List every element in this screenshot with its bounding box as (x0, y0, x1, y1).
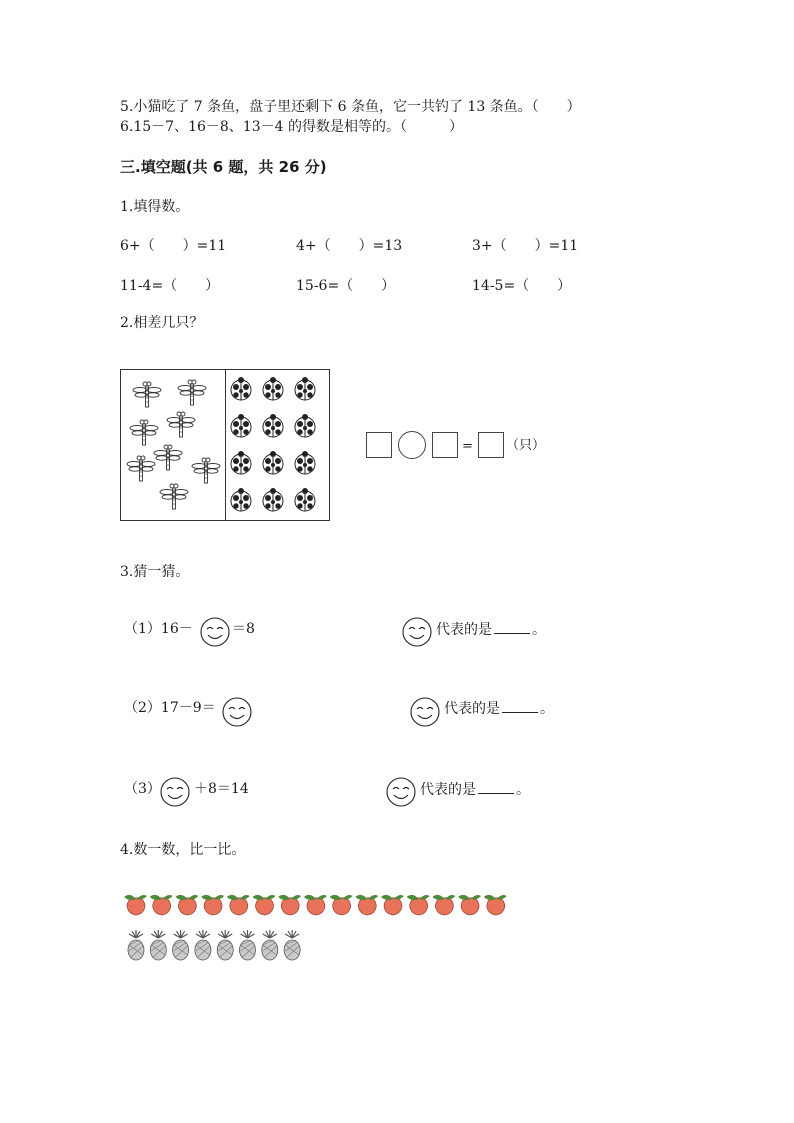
answer-prefix: 代表的是 (420, 782, 476, 798)
question-6: 6.15－7、16－8、13－4 的得数是相等的。（ ） (120, 119, 463, 135)
animal-picture (121, 370, 329, 520)
q3-item-3-label: （3） (124, 781, 161, 797)
dragonfly-6 (127, 456, 155, 481)
answer-suffix: 。 (532, 622, 546, 638)
ladybug-5 (263, 414, 283, 437)
answer-box-2[interactable] (432, 432, 458, 458)
fruit-picture (124, 892, 524, 972)
answer-prefix: 代表的是 (444, 701, 500, 717)
ladybug-6 (295, 414, 315, 437)
peach-icon (227, 895, 250, 915)
q3-item-1-after: ＝8 (232, 621, 255, 637)
q4-title: 4.数一数，比一比。 (120, 842, 246, 858)
peach-icon (150, 895, 173, 915)
answer-prefix: 代表的是 (436, 622, 492, 638)
answer-blank[interactable] (478, 780, 514, 794)
q1-item-6: 14-5=（ ） (472, 278, 572, 294)
ladybug-12 (295, 488, 315, 511)
peach-icon (432, 895, 455, 915)
dragonfly-5 (154, 445, 182, 470)
pineapple-icon (262, 930, 278, 960)
q1-item-5: 15-6=（ ） (296, 278, 396, 294)
section-heading: 三.填空题(共 6 题，共 26 分) (120, 158, 327, 176)
ladybug-2 (263, 377, 283, 400)
q1-item-1: 6+（ ）=11 (120, 238, 227, 254)
q1-item-4: 11-4=（ ） (120, 278, 220, 294)
dragonfly-7 (192, 458, 220, 483)
pineapple-icon (217, 930, 233, 960)
q1-item-2: 4+（ ）=13 (296, 238, 403, 254)
answer-suffix: 。 (516, 782, 530, 798)
peach-icon (330, 895, 353, 915)
peach-icon (458, 895, 481, 915)
peach-icon (201, 895, 224, 915)
q1-title: 1.填得数。 (120, 199, 190, 215)
answer-suffix: 。 (540, 701, 554, 717)
q2-title: 2.相差几只？ (120, 315, 204, 331)
smiley-icon (410, 697, 444, 731)
peach-icon (407, 895, 430, 915)
ladybug-4 (231, 414, 251, 437)
peach-icon (278, 895, 301, 915)
peach-icon (175, 895, 198, 915)
q1-item-3: 3+（ ）=11 (472, 238, 579, 254)
ladybug-1 (231, 377, 251, 400)
pineapple-icon (284, 930, 300, 960)
answer-box-3[interactable] (478, 432, 504, 458)
question-5: 5.小猫吃了 7 条鱼，盘子里还剩下 6 条鱼，它一共钓了 13 条鱼。（ ） (120, 99, 581, 115)
ladybug-11 (263, 488, 283, 511)
q3-item-3-after: ＋8＝14 (194, 781, 249, 797)
peach-icon (381, 895, 404, 915)
smiley-icon (222, 697, 256, 731)
dragonfly-3 (167, 412, 195, 437)
animal-picture-box (120, 369, 330, 521)
dragonfly-2 (178, 380, 206, 405)
q3-item-1-answer (436, 620, 546, 639)
answer-blank[interactable] (502, 699, 538, 713)
smiley-icon (386, 777, 420, 811)
answer-blank[interactable] (494, 620, 530, 634)
pineapple-icon (128, 930, 144, 960)
ladybug-3 (295, 377, 315, 400)
ladybug-8 (263, 451, 283, 474)
peach-icon (253, 895, 276, 915)
q3-title: 3.猜一猜。 (120, 564, 190, 580)
answer-box-1[interactable] (366, 432, 392, 458)
ladybug-10 (231, 488, 251, 511)
q3-item-3-answer (420, 780, 530, 799)
dragonfly-1 (133, 382, 161, 407)
smiley-icon (402, 617, 436, 651)
dragonfly-4 (130, 420, 158, 445)
peach-icon (355, 895, 378, 915)
peach-icon (124, 895, 147, 915)
pineapple-icon (173, 930, 189, 960)
ladybug-7 (231, 451, 251, 474)
peach-icon (304, 895, 327, 915)
unit-label: （只） (506, 438, 546, 453)
smiley-icon (200, 617, 234, 651)
peach-icon (484, 895, 507, 915)
pineapple-icon (240, 930, 256, 960)
pineapple-icon (195, 930, 211, 960)
operator-circle[interactable] (398, 431, 426, 459)
ladybug-9 (295, 451, 315, 474)
q3-item-2-answer (444, 699, 554, 718)
q3-item-2-label: （2）17－9＝ (124, 700, 216, 716)
pineapple-icon (150, 930, 166, 960)
smiley-icon (160, 777, 194, 811)
dragonfly-8 (160, 484, 188, 509)
equals-sign: = (462, 439, 473, 454)
q3-item-1-label: （1）16－ (124, 621, 193, 637)
